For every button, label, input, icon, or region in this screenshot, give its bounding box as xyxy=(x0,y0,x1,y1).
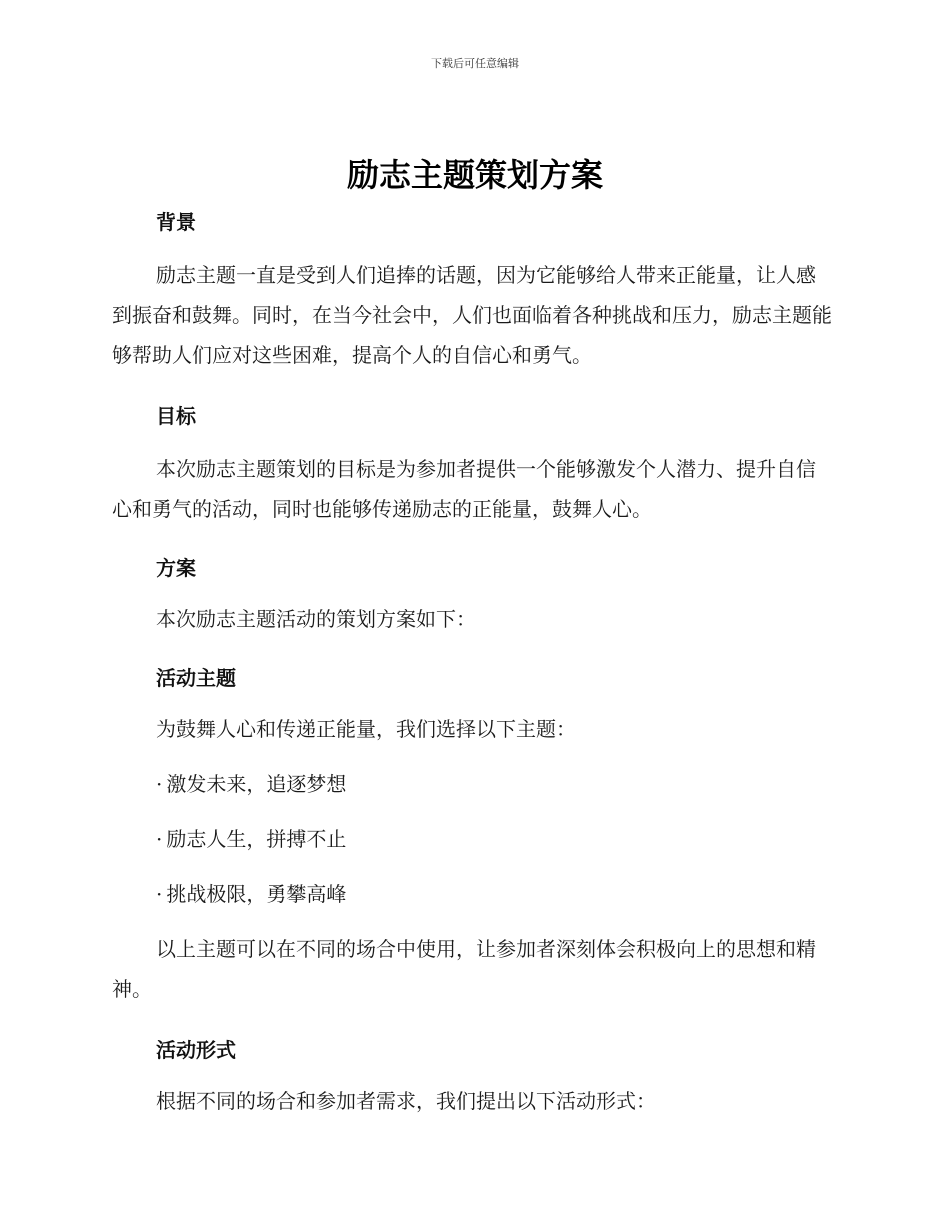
paragraph-format-intro: 根据不同的场合和参加者需求，我们提出以下活动形式： xyxy=(156,1089,656,1113)
paragraph-theme-intro: 为鼓舞人心和传递正能量，我们选择以下主题： xyxy=(156,717,576,741)
paragraph-theme-closing: 以上主题可以在不同的场合中使用，让参加者深刻体会积极向上的思想和精神。 xyxy=(112,937,816,1001)
heading-format: 活动形式 xyxy=(156,1038,236,1062)
heading-theme: 活动主题 xyxy=(156,666,236,690)
list-item-text: 励志人生，拼搏不止 xyxy=(166,827,347,851)
heading-goal: 目标 xyxy=(156,404,196,428)
heading-background: 背景 xyxy=(156,210,196,234)
list-item xyxy=(156,874,346,914)
paragraph-background: 励志主题一直是受到人们追捧的话题，因为它能够给人带来正能量，让人感到振奋和鼓舞。同时，在当今社会中，人们也面临着各种挑战和压力，励志主题能够帮助人们应对这些困难，提高个人的自信心和勇气。 xyxy=(112,263,832,367)
header-note: 下载后可任意编辑 xyxy=(431,57,519,70)
list-item xyxy=(156,819,346,859)
list-item-text: 激发未来，追逐梦想 xyxy=(166,772,347,796)
paragraph-plan-intro: 本次励志主题活动的策划方案如下： xyxy=(156,607,476,631)
paragraph-goal: 本次励志主题策划的目标是为参加者提供一个能够激发个人潜力、提升自信心和勇气的活动，同时也能够传递励志的正能量，鼓舞人心。 xyxy=(112,457,816,521)
list-item-text: 挑战极限，勇攀高峰 xyxy=(166,882,347,906)
bullet-icon: · xyxy=(156,827,163,851)
bullet-icon: · xyxy=(156,882,163,906)
document-title: 励志主题策划方案 xyxy=(346,156,603,194)
list-item xyxy=(156,764,346,804)
bullet-icon: · xyxy=(156,772,163,796)
heading-plan: 方案 xyxy=(156,556,196,580)
